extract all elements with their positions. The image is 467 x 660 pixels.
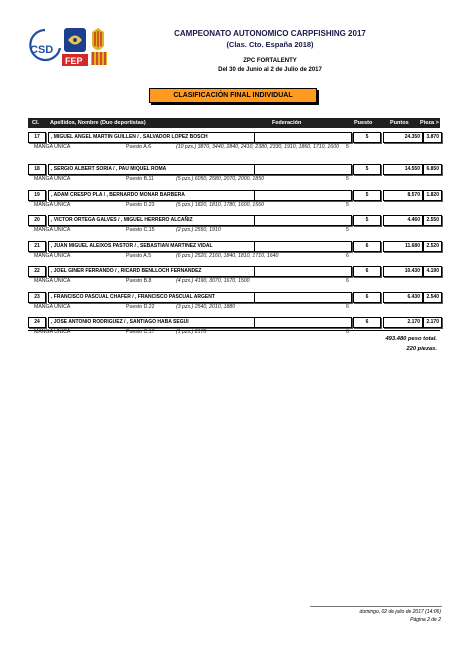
row-catch-detail: (10 pzs.) 3870, 3440, 2840, 2410, 2380, 2330, 1910, 1860, 1710, 1600: [176, 144, 339, 150]
row-puesto: 6: [353, 241, 381, 252]
col-puntos: Puntos: [390, 119, 409, 126]
row-puesto: 6: [353, 292, 381, 303]
row-federation: [254, 164, 352, 175]
row-puesto: 5: [353, 132, 381, 143]
row-puntos: 24.350: [383, 132, 423, 143]
row-manga-puesto: 5: [346, 201, 349, 208]
row-manga-puesto: 5: [346, 144, 349, 150]
row-manga: MANGA UNICA: [34, 303, 71, 310]
row-catch-detail: (2 pzs.) 2550, 1910: [176, 227, 221, 233]
row-position: 24: [28, 317, 46, 328]
classification-banner: CLASIFICACIÓN FINAL INDIVIDUAL: [149, 88, 317, 103]
row-manga-puesto: 6: [346, 278, 349, 284]
footer-divider: [310, 606, 442, 607]
row-pieza: 4.190: [423, 266, 442, 277]
row-pieza: 3.870: [423, 132, 442, 143]
row-puesto: 5: [353, 164, 381, 175]
row-names: , SERGIO ALBERT SORIA / , PAU MIQUEL ROMA: [48, 164, 255, 175]
row-catch-detail: (4 pzs.) 4190, 3070, 1670, 1500: [176, 278, 250, 284]
row-names: , JUAN MIGUEL ALEIXOS PASTOR / , SEBASTIAN MARTINEZ VIDAL: [48, 241, 255, 252]
row-manga-puesto: 6: [346, 252, 349, 259]
table-row: [28, 215, 440, 241]
row-manga: MANGA UNICA: [34, 329, 71, 335]
row-puntos: 2.170: [383, 317, 423, 328]
row-manga-puesto: 6: [346, 303, 349, 310]
row-puntos: 14.550: [383, 164, 423, 175]
row-names: , JOEL GINER FERRANDO / , RICARD BENLLOCH FERNANDEZ: [48, 266, 255, 277]
table-row: [28, 190, 440, 216]
row-pieza: 1.820: [423, 190, 442, 201]
row-peg: Puesto C.15: [126, 227, 155, 233]
classification-table: [28, 132, 440, 343]
row-peg: Puesto B.11: [126, 176, 154, 182]
row-peg: Puesto B.8: [126, 278, 152, 284]
row-federation: [254, 266, 352, 277]
row-catch-detail: (6 pzs.) 2520, 2160, 1840, 1810, 1710, 1640: [176, 252, 279, 259]
row-manga: MANGA UNICA: [34, 227, 71, 233]
row-position: 19: [28, 190, 46, 201]
col-federacion: Federación: [272, 119, 302, 126]
col-puesto: Puesto: [354, 119, 373, 126]
table-row: [28, 292, 440, 318]
event-dates: Del 30 de Junio al 2 de Julio de 2017: [218, 67, 322, 73]
row-puesto: 5: [353, 190, 381, 201]
row-names: , JOSE ANTONIO RODRIGUEZ / , SANTIAGO HABA SEGUI: [48, 317, 255, 328]
row-pieza: 2.170: [423, 317, 442, 328]
row-federation: [254, 292, 352, 303]
table-row: [28, 132, 440, 164]
col-cl: Cl.: [32, 119, 40, 126]
row-catch-detail: (3 pzs.) 2540, 2010, 1880: [176, 303, 236, 310]
footer-datetime: domingo, 02 de julio de 2017 (14:06): [359, 609, 441, 615]
csd-logo: [28, 28, 62, 64]
row-catch-detail: (1 pzs.) 2170: [176, 329, 207, 335]
row-pieza: 2.520: [423, 241, 442, 252]
row-position: 21: [28, 241, 46, 252]
col-pieza: Pieza >: [420, 119, 439, 126]
row-peg: Puesto A.6: [126, 144, 152, 150]
total-pieces: 220 piezas.: [406, 346, 437, 352]
row-names: , VICTOR ORTEGA GALVES / , MIGUEL HERRERO ALCAÑIZ: [48, 215, 255, 226]
row-names: , FRANCISCO PASCUAL CHAFER / , FRANCISCO PASCUAL ARGENT: [48, 292, 255, 303]
venue: ZPC FORTALENTY: [243, 58, 297, 64]
row-pieza: 6.850: [423, 164, 442, 175]
col-name: Apellidos, Nombre (Duo deportistas): [50, 119, 146, 126]
row-puesto: 6: [353, 266, 381, 277]
row-peg: Puesto A.5: [126, 252, 152, 259]
row-peg: Puesto C.17: [126, 329, 155, 335]
row-manga-puesto: 5: [346, 227, 349, 233]
row-pieza: 2.550: [423, 215, 442, 226]
fep-logo: [62, 26, 114, 68]
row-manga: MANGA UNICA: [34, 278, 71, 284]
row-position: 20: [28, 215, 46, 226]
row-manga: MANGA UNICA: [34, 176, 71, 182]
row-position: 22: [28, 266, 46, 277]
row-puntos: 10.430: [383, 266, 423, 277]
row-federation: [254, 215, 352, 226]
row-catch-detail: (5 pzs.) 1820, 1810, 1780, 1600, 1560: [176, 201, 264, 208]
row-manga: MANGA UNICA: [34, 144, 71, 150]
table-header: [28, 118, 440, 128]
row-puesto: 5: [353, 215, 381, 226]
row-puesto: 6: [353, 317, 381, 328]
table-row: [28, 266, 440, 292]
row-puntos: 8.570: [383, 190, 423, 201]
row-pieza: 2.540: [423, 292, 442, 303]
row-puntos: 4.460: [383, 215, 423, 226]
row-peg: Puesto D.22: [126, 303, 155, 310]
row-manga: MANGA UNICA: [34, 252, 71, 259]
row-manga-puesto: 6: [346, 329, 349, 335]
row-names: , MIGUEL ANGEL MARTIN GUILLEN / , SALVADOR LOPEZ BOSCH: [48, 132, 255, 143]
row-position: 23: [28, 292, 46, 303]
csd-logo-text: CSD: [30, 44, 54, 56]
fep-logo-text: FEP: [65, 56, 83, 66]
row-manga-puesto: 5: [346, 176, 349, 182]
row-position: 18: [28, 164, 46, 175]
table-row: [28, 241, 440, 267]
row-federation: [254, 132, 352, 143]
row-puntos: 11.680: [383, 241, 423, 252]
row-position: 17: [28, 132, 46, 143]
row-federation: [254, 190, 352, 201]
row-catch-detail: (5 pzs.) 6050, 2580, 2070, 2000, 1850: [176, 176, 264, 182]
total-weight: 493.480 peso total.: [385, 336, 437, 342]
row-manga: MANGA UNICA: [34, 201, 71, 208]
row-federation: [254, 241, 352, 252]
totals-divider: [28, 330, 440, 331]
table-row: [28, 164, 440, 190]
row-puntos: 6.430: [383, 292, 423, 303]
footer-page-number: Página 2 de 2: [410, 617, 441, 623]
row-names: , ADAM CRESPO PLA / , BERNARDO MONAR BARBERA: [48, 190, 255, 201]
row-federation: [254, 317, 352, 328]
championship-title: CAMPEONATO AUTONOMICO CARPFISHING 2017: [174, 29, 366, 38]
championship-subtitle: (Clas. Cto. España 2018): [226, 40, 314, 49]
row-peg: Puesto D.23: [126, 201, 155, 208]
